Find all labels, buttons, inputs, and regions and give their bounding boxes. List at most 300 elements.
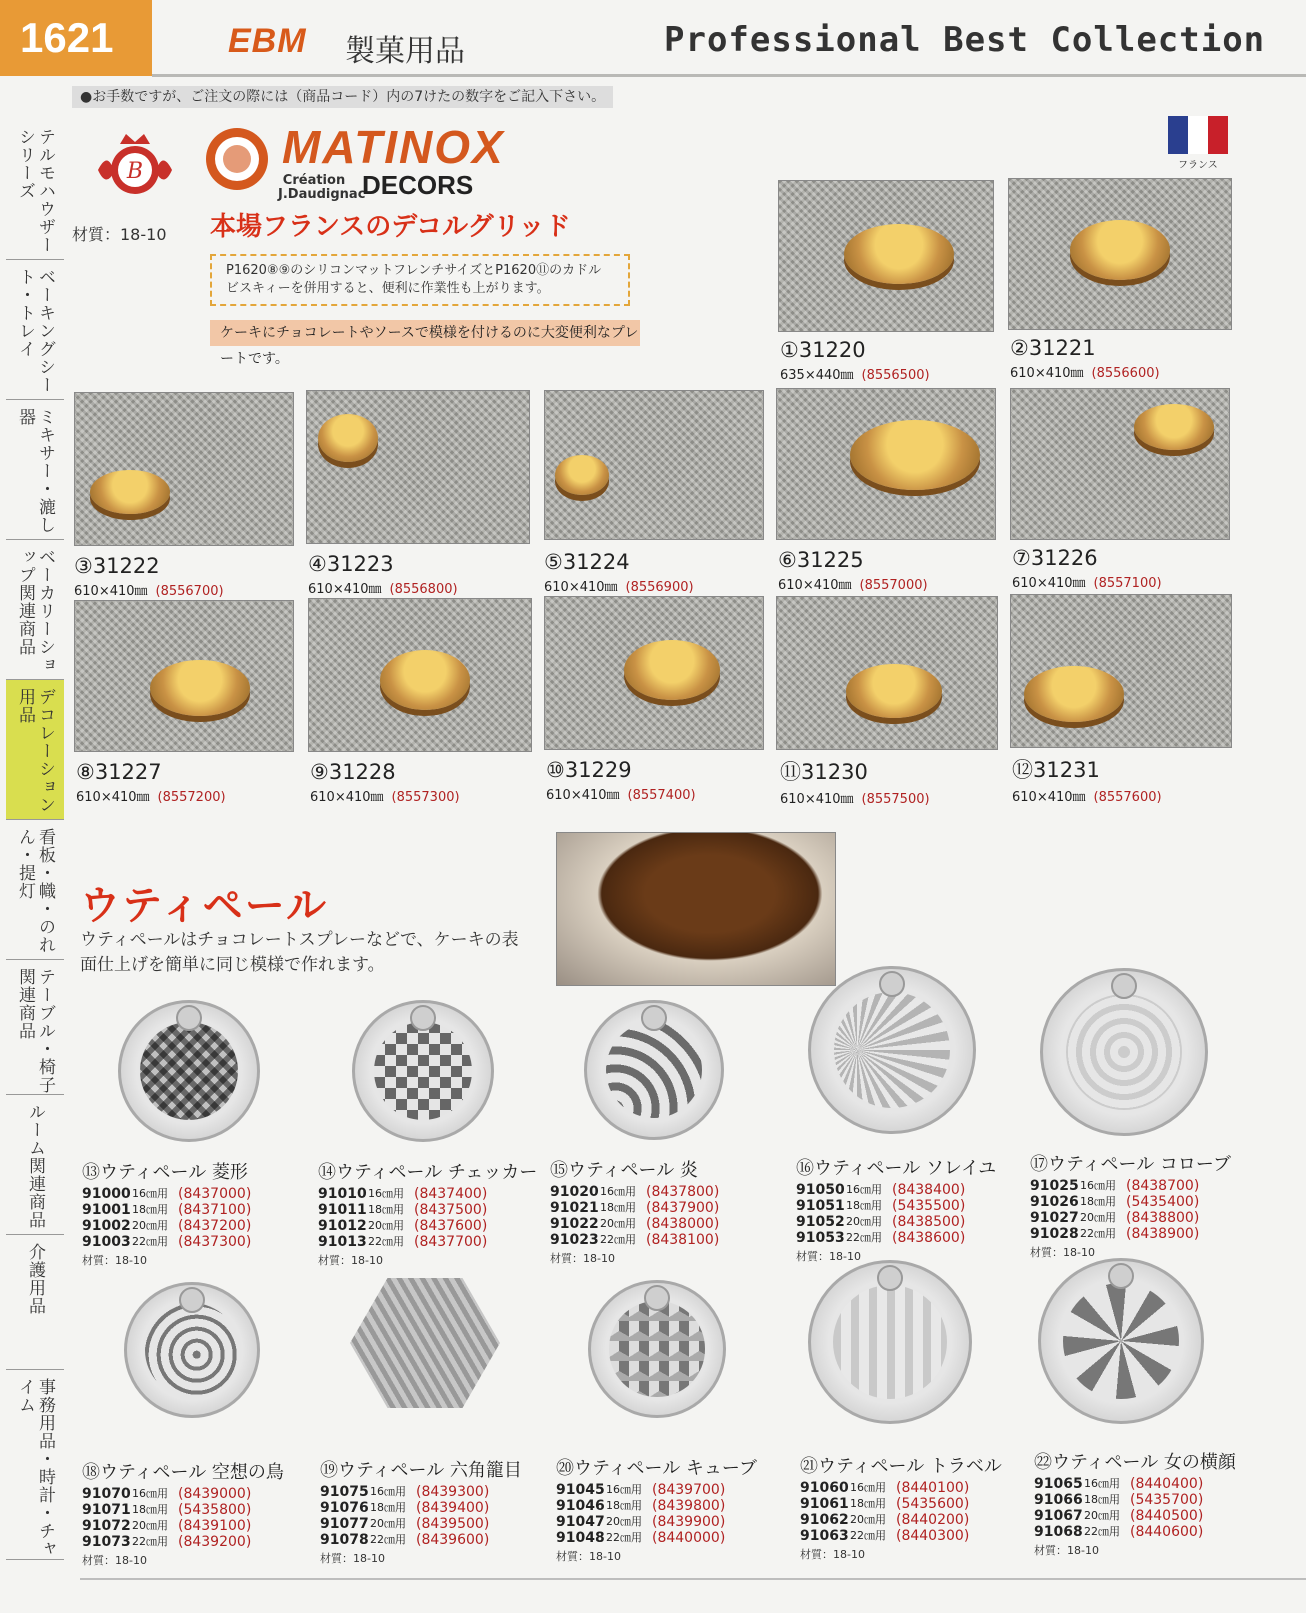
grid-item-code: 31229 <box>564 758 632 782</box>
variant-order: (8440400) <box>1130 1476 1204 1492</box>
crest-logo-icon <box>94 130 176 202</box>
sidebar-tab-label: ベーカリーショップ関連商品 <box>15 548 55 674</box>
stencil-variant-row <box>796 1230 1021 1246</box>
page-number: 1621 <box>0 0 152 76</box>
cake-image <box>1070 220 1170 280</box>
matinox-headline: 本場フランスのデコルグリッド <box>210 212 571 242</box>
grid-order-code: (8557200) <box>157 790 226 805</box>
sidebar-tab-label: 事務用品・時計・チャイム <box>15 1378 55 1558</box>
grid-order-code: (8557400) <box>627 788 696 803</box>
variant-code: 91022 <box>550 1216 599 1232</box>
variant-code: 91062 <box>800 1512 849 1528</box>
sidebar-tab[interactable] <box>6 120 64 260</box>
variant-order: (8437000) <box>178 1186 252 1202</box>
variant-code: 91025 <box>1030 1178 1079 1194</box>
grid-code <box>1012 754 1162 784</box>
variant-code: 91002 <box>82 1218 131 1234</box>
grid-dimensions: 610×410㎜ <box>76 790 150 805</box>
stencil-name: ㉒ウティペール 女の横顔 <box>1034 1452 1236 1473</box>
grid-code <box>544 550 694 574</box>
grid-caption <box>778 548 928 593</box>
variant-size: 22㎝用 <box>600 1233 636 1246</box>
variant-order: (5435500) <box>892 1198 966 1214</box>
stencil-name: ⑲ウティペール 六角籠目 <box>320 1460 522 1481</box>
cake-image <box>846 664 942 718</box>
grid-dimensions: 610×410㎜ <box>544 580 618 595</box>
stencil-handle <box>877 1265 903 1291</box>
variant-size: 20㎝用 <box>368 1219 404 1232</box>
grid-size <box>308 578 458 597</box>
variant-order: (8438000) <box>646 1216 720 1232</box>
variant-order: (8437600) <box>414 1218 488 1234</box>
grid-order-code: (8557100) <box>1093 576 1162 591</box>
brand-logo: EBM <box>228 22 307 60</box>
variant-size: 20㎝用 <box>370 1517 406 1530</box>
variant-code: 91061 <box>800 1496 849 1512</box>
grid-order-code: (8557500) <box>861 792 930 807</box>
grid-order-code: (8556700) <box>155 584 224 599</box>
grid-code <box>308 552 458 576</box>
stencil-handle <box>1108 1263 1134 1289</box>
grid-item-code: 31227 <box>94 760 162 784</box>
stencil-pattern <box>833 1285 947 1399</box>
stencil-variant-row <box>796 1214 1021 1230</box>
grid-order-code: (8556500) <box>861 368 930 383</box>
sidebar-tab[interactable] <box>6 260 64 400</box>
variant-code: 91001 <box>82 1202 131 1218</box>
grid-order-code: (8556600) <box>1091 366 1160 381</box>
sidebar-tab[interactable] <box>6 1095 64 1235</box>
variant-code: 91026 <box>1030 1194 1079 1210</box>
origin-label: フランス <box>1178 160 1218 171</box>
grid-size <box>76 786 226 805</box>
variant-code: 91020 <box>550 1184 599 1200</box>
variant-order: (8439800) <box>652 1498 726 1514</box>
grid-size <box>780 788 930 807</box>
variant-code: 91053 <box>796 1230 845 1246</box>
stencil-product <box>556 1454 781 1564</box>
variant-size: 22㎝用 <box>606 1531 642 1544</box>
variant-order: (8437900) <box>646 1200 720 1216</box>
variant-code: 91012 <box>318 1218 367 1234</box>
stencil-name: ㉑ウティペール トラベル <box>800 1456 1002 1477</box>
flag-stripe <box>1208 116 1228 154</box>
stencil-product <box>550 1156 775 1266</box>
variant-size: 20㎝用 <box>1080 1211 1116 1224</box>
stencil-variant-row <box>556 1482 781 1498</box>
grid-caption <box>74 554 224 599</box>
stencil-image <box>588 1280 726 1418</box>
grid-number: ⑤ <box>544 550 563 574</box>
stencil-handle <box>176 1005 202 1031</box>
variant-code: 91047 <box>556 1514 605 1530</box>
stencil-variant-row <box>320 1484 545 1500</box>
grid-code <box>780 338 930 362</box>
variant-code: 91078 <box>320 1532 369 1548</box>
variant-order: (8440000) <box>652 1530 726 1546</box>
stencil-image <box>118 1000 260 1142</box>
variant-order: (8438400) <box>892 1182 966 1198</box>
stencil-variant-row <box>82 1502 307 1518</box>
variant-code: 91067 <box>1034 1508 1083 1524</box>
stencil-handle <box>644 1285 670 1311</box>
sidebar-tab-label: 看板・幟・のれん・提灯 <box>15 828 55 954</box>
stencil-variant-row <box>82 1486 307 1502</box>
stencil-pattern <box>145 1303 239 1397</box>
sidebar-tab[interactable] <box>6 540 64 680</box>
variant-order: (8438100) <box>646 1232 720 1248</box>
stencil-variant-row <box>800 1512 1025 1528</box>
variant-order: (8440500) <box>1130 1508 1204 1524</box>
utipeille-description: ウティペールはチョコレートスプレーなどで、ケーキの表面仕上げを簡単に同じ模様で作れます。 <box>80 930 519 975</box>
grid-item-code: 31228 <box>328 760 396 784</box>
variant-order: (5435400) <box>1126 1194 1200 1210</box>
sidebar-tab[interactable] <box>6 820 64 960</box>
grid-caption <box>780 338 930 383</box>
variant-code: 91063 <box>800 1528 849 1544</box>
grid-dimensions: 610×410㎜ <box>310 790 384 805</box>
stencil-pattern <box>606 1022 703 1119</box>
stencil-product <box>1030 1150 1255 1260</box>
variant-code: 91050 <box>796 1182 845 1198</box>
stencil-variant-row <box>1034 1476 1259 1492</box>
variant-code: 91028 <box>1030 1226 1079 1242</box>
variant-size: 18㎝用 <box>850 1497 886 1510</box>
footer-divider <box>80 1578 1306 1580</box>
stencil-variant-row <box>320 1516 545 1532</box>
cake-image <box>150 660 250 716</box>
grid-dimensions: 610×410㎜ <box>546 788 620 803</box>
stencil-variant-row <box>556 1498 781 1514</box>
sidebar-tab-label: ミキサー・漉し器 <box>15 408 55 534</box>
grid-size <box>74 580 224 599</box>
stencil-pattern <box>1066 994 1183 1111</box>
sidebar-tab[interactable] <box>6 1370 64 1560</box>
stencil-image <box>1040 968 1208 1136</box>
variant-size: 18㎝用 <box>368 1203 404 1216</box>
grid-dimensions: 610×410㎜ <box>1010 366 1084 381</box>
stencil-variant-row <box>318 1186 543 1202</box>
stencil-handle <box>1111 973 1137 999</box>
stencil-variant-row <box>796 1198 1021 1214</box>
stencil-material: 材質：18-10 <box>550 1252 615 1265</box>
variant-order: (8439700) <box>652 1482 726 1498</box>
grid-item-code: 31226 <box>1030 546 1098 570</box>
flag-stripe <box>1188 116 1208 154</box>
variant-size: 22㎝用 <box>1084 1525 1120 1538</box>
variant-code: 91048 <box>556 1530 605 1546</box>
grid-dimensions: 610×410㎜ <box>778 578 852 593</box>
cake-image <box>90 470 170 514</box>
variant-size: 22㎝用 <box>132 1235 168 1248</box>
stencil-variant-row <box>1030 1194 1255 1210</box>
stencil-variant-row <box>1034 1492 1259 1508</box>
sidebar-tab-label: テーブル・椅子関連商品 <box>15 968 55 1094</box>
cake-image <box>318 414 378 462</box>
grid-dimensions: 610×410㎜ <box>1012 576 1086 591</box>
stencil-pattern <box>834 992 951 1109</box>
grid-number: ④ <box>308 552 327 576</box>
stencil-product <box>82 1158 307 1268</box>
variant-size: 16㎝用 <box>1084 1477 1120 1490</box>
variant-code: 91003 <box>82 1234 131 1250</box>
stencil-name: ⑱ウティペール 空想の鳥 <box>82 1462 284 1483</box>
stencil-variant-row <box>1034 1524 1259 1540</box>
stencil-variant-row <box>318 1218 543 1234</box>
variant-size: 22㎝用 <box>132 1535 168 1548</box>
stencil-image <box>124 1282 260 1418</box>
variant-size: 20㎝用 <box>132 1519 168 1532</box>
stencil-pattern <box>609 1301 704 1396</box>
grid-number: ① <box>780 338 799 362</box>
grid-number: ⑥ <box>778 548 797 572</box>
variant-order: (5435700) <box>1130 1492 1204 1508</box>
stencil-variant-row <box>82 1518 307 1534</box>
grid-number: ⑩ <box>546 758 565 782</box>
sidebar-tab[interactable] <box>6 960 64 1095</box>
collection-title: Professional Best Collection <box>664 20 1266 60</box>
stencil-name: ⑬ウティペール 菱形 <box>82 1162 248 1183</box>
grid-size <box>780 364 930 383</box>
stencil-variant-row <box>1030 1226 1255 1242</box>
variant-size: 18㎝用 <box>132 1503 168 1516</box>
stencil-variant-row <box>550 1216 775 1232</box>
variant-size: 20㎝用 <box>846 1215 882 1228</box>
utipeille-sample-photo <box>556 832 836 986</box>
variant-code: 91046 <box>556 1498 605 1514</box>
stencil-variant-row <box>550 1200 775 1216</box>
variant-order: (8437200) <box>178 1218 252 1234</box>
stencil-name: ⑳ウティペール キューブ <box>556 1458 758 1479</box>
sidebar-tab-label: デコレーション用品 <box>15 688 55 814</box>
stencil-image <box>584 1000 724 1140</box>
grid-dimensions: 610×410㎜ <box>308 582 382 597</box>
grid-code <box>76 760 226 784</box>
variant-code: 91073 <box>82 1534 131 1550</box>
usage-tip-box: P1620⑧⑨のシリコンマットフレンチサイズとP1620⑪のカドルビスキィーを併用すると、便利に作業性も上がります。 <box>210 254 630 306</box>
variant-size: 18㎝用 <box>132 1203 168 1216</box>
variant-order: (8437500) <box>414 1202 488 1218</box>
variant-code: 91000 <box>82 1186 131 1202</box>
variant-code: 91068 <box>1034 1524 1083 1540</box>
stencil-variant-row <box>796 1182 1021 1198</box>
stencil-variant-row <box>556 1530 781 1546</box>
stencil-variant-row <box>1030 1210 1255 1226</box>
stencil-name: ⑭ウティペール チェッカー <box>318 1162 538 1183</box>
variant-order: (8439500) <box>416 1516 490 1532</box>
cake-image <box>624 640 720 700</box>
cake-image <box>1134 404 1214 450</box>
grid-item-code: 31223 <box>326 552 394 576</box>
grid-number: ⑪ <box>780 760 801 784</box>
variant-order: (8439600) <box>416 1532 490 1548</box>
stencil-handle <box>410 1005 436 1031</box>
grid-caption <box>310 760 460 805</box>
grid-size <box>1012 786 1162 805</box>
variant-code: 91065 <box>1034 1476 1083 1492</box>
stencil-material: 材質：18-10 <box>320 1552 385 1565</box>
stencil-image <box>350 1278 500 1408</box>
grid-code <box>778 548 928 572</box>
grid-size <box>1010 362 1160 381</box>
variant-size: 18㎝用 <box>600 1201 636 1214</box>
stencil-variant-row <box>318 1234 543 1250</box>
variant-order: (8439000) <box>178 1486 252 1502</box>
variant-order: (8440200) <box>896 1512 970 1528</box>
utipeille-title: ウティペール <box>80 883 328 929</box>
svg-text:B: B <box>126 159 144 184</box>
variant-size: 22㎝用 <box>368 1235 404 1248</box>
stencil-material: 材質：18-10 <box>796 1250 861 1263</box>
variant-code: 91071 <box>82 1502 131 1518</box>
stencil-product <box>1034 1448 1259 1558</box>
variant-size: 20㎝用 <box>600 1217 636 1230</box>
stencil-material: 材質：18-10 <box>82 1554 147 1567</box>
grid-size <box>546 784 696 803</box>
variant-code: 91066 <box>1034 1492 1083 1508</box>
grid-caption <box>308 552 458 597</box>
variant-size: 20㎝用 <box>850 1513 886 1526</box>
grid-caption <box>1012 546 1162 591</box>
grid-size <box>310 786 460 805</box>
stencil-product <box>800 1452 1025 1562</box>
stencil-image <box>352 1000 494 1142</box>
cake-image <box>844 224 954 284</box>
grid-number: ⑧ <box>76 760 95 784</box>
grid-code <box>1012 546 1162 570</box>
grid-order-code: (8556800) <box>389 582 458 597</box>
stencil-variant-row <box>82 1186 307 1202</box>
grid-order-code: (8557600) <box>1093 790 1162 805</box>
variant-size: 16㎝用 <box>600 1185 636 1198</box>
stencil-product <box>82 1458 307 1568</box>
variant-order: (5435600) <box>896 1496 970 1512</box>
variant-order: (8439200) <box>178 1534 252 1550</box>
stencil-image <box>808 966 976 1134</box>
variant-order: (8440600) <box>1130 1524 1204 1540</box>
variant-order: (8438800) <box>1126 1210 1200 1226</box>
variant-order: (8437100) <box>178 1202 252 1218</box>
variant-order: (8437400) <box>414 1186 488 1202</box>
variant-size: 16㎝用 <box>606 1483 642 1496</box>
variant-size: 16㎝用 <box>368 1187 404 1200</box>
stencil-material: 材質：18-10 <box>1030 1246 1095 1259</box>
variant-code: 91070 <box>82 1486 131 1502</box>
grid-code <box>780 756 930 786</box>
variant-size: 16㎝用 <box>132 1187 168 1200</box>
variant-code: 91051 <box>796 1198 845 1214</box>
stencil-variant-row <box>1030 1178 1255 1194</box>
stencil-variant-row <box>800 1496 1025 1512</box>
grid-item-code: 31222 <box>92 554 160 578</box>
stencil-image <box>808 1260 972 1424</box>
variant-size: 18㎝用 <box>1080 1195 1116 1208</box>
variant-order: (8437800) <box>646 1184 720 1200</box>
variant-order: (8438500) <box>892 1214 966 1230</box>
variant-size: 18㎝用 <box>846 1199 882 1212</box>
variant-size: 20㎝用 <box>606 1515 642 1528</box>
variant-order: (8439900) <box>652 1514 726 1530</box>
variant-size: 16㎝用 <box>370 1485 406 1498</box>
stencil-product <box>796 1154 1021 1264</box>
stencil-variant-row <box>82 1534 307 1550</box>
stencil-pattern <box>374 1022 472 1120</box>
variant-code: 91021 <box>550 1200 599 1216</box>
stencil-image <box>1038 1258 1204 1424</box>
stencil-variant-row <box>800 1480 1025 1496</box>
variant-order: (8440300) <box>896 1528 970 1544</box>
grid-code <box>310 760 460 784</box>
decor-grid-photo <box>74 392 294 546</box>
variant-order: (8439300) <box>416 1484 490 1500</box>
grid-number: ⑨ <box>310 760 329 784</box>
stencil-material: 材質：18-10 <box>800 1548 865 1561</box>
stencil-product <box>318 1158 543 1268</box>
grid-dimensions: 635×440㎜ <box>780 368 854 383</box>
sidebar-tab-label: ルーム関連商品 <box>25 1103 45 1229</box>
variant-size: 22㎝用 <box>1080 1227 1116 1240</box>
sidebar-tab[interactable] <box>6 680 64 820</box>
sidebar-tab[interactable] <box>6 400 64 540</box>
stencil-variant-row <box>82 1234 307 1250</box>
variant-size: 22㎝用 <box>846 1231 882 1244</box>
stencil-variant-row <box>800 1528 1025 1544</box>
sidebar-tab-label: テルモハウザー シリーズ <box>15 128 55 254</box>
grid-number: ③ <box>74 554 93 578</box>
grid-caption <box>544 550 694 595</box>
variant-size: 16㎝用 <box>132 1487 168 1500</box>
stencil-variant-row <box>320 1500 545 1516</box>
variant-code: 91011 <box>318 1202 367 1218</box>
order-notice: ●お手数ですが、ご注文の際には（商品コード）内の7けたの数字をご記入下さい。 <box>72 86 613 108</box>
stencil-variant-row <box>82 1202 307 1218</box>
france-flag-icon <box>1168 116 1228 154</box>
grid-number: ⑫ <box>1012 758 1033 782</box>
grid-item-code: 31230 <box>801 760 868 784</box>
variant-size: 20㎝用 <box>1084 1509 1120 1522</box>
variant-order: (5435800) <box>178 1502 252 1518</box>
stencil-variant-row <box>1034 1508 1259 1524</box>
cake-image <box>380 650 470 710</box>
grid-item-code: 31221 <box>1028 336 1096 360</box>
grid-dimensions: 610×410㎜ <box>1012 790 1086 805</box>
variant-code: 91027 <box>1030 1210 1079 1226</box>
variant-code: 91023 <box>550 1232 599 1248</box>
flag-stripe <box>1168 116 1188 154</box>
grid-size <box>778 574 928 593</box>
stencil-variant-row <box>318 1202 543 1218</box>
stencil-pattern <box>1063 1283 1178 1398</box>
sidebar-tab[interactable] <box>6 1235 64 1370</box>
variant-code: 91072 <box>82 1518 131 1534</box>
stencil-variant-row <box>320 1532 545 1548</box>
stencil-variant-row <box>550 1184 775 1200</box>
grid-item-code: 31220 <box>798 338 866 362</box>
variant-code: 91045 <box>556 1482 605 1498</box>
stencil-material: 材質：18-10 <box>1034 1544 1099 1557</box>
variant-size: 20㎝用 <box>132 1219 168 1232</box>
sidebar-tab-label: ベーキングシート・トレイ <box>15 268 55 394</box>
variant-size: 16㎝用 <box>846 1183 882 1196</box>
stencil-variant-row <box>550 1232 775 1248</box>
stencil-pattern <box>140 1022 238 1120</box>
variant-code: 91075 <box>320 1484 369 1500</box>
variant-code: 91052 <box>796 1214 845 1230</box>
grid-item-code: 31231 <box>1033 758 1100 782</box>
cake-image <box>850 420 980 490</box>
stencil-material: 材質：18-10 <box>82 1254 147 1267</box>
variant-size: 18㎝用 <box>370 1501 406 1514</box>
